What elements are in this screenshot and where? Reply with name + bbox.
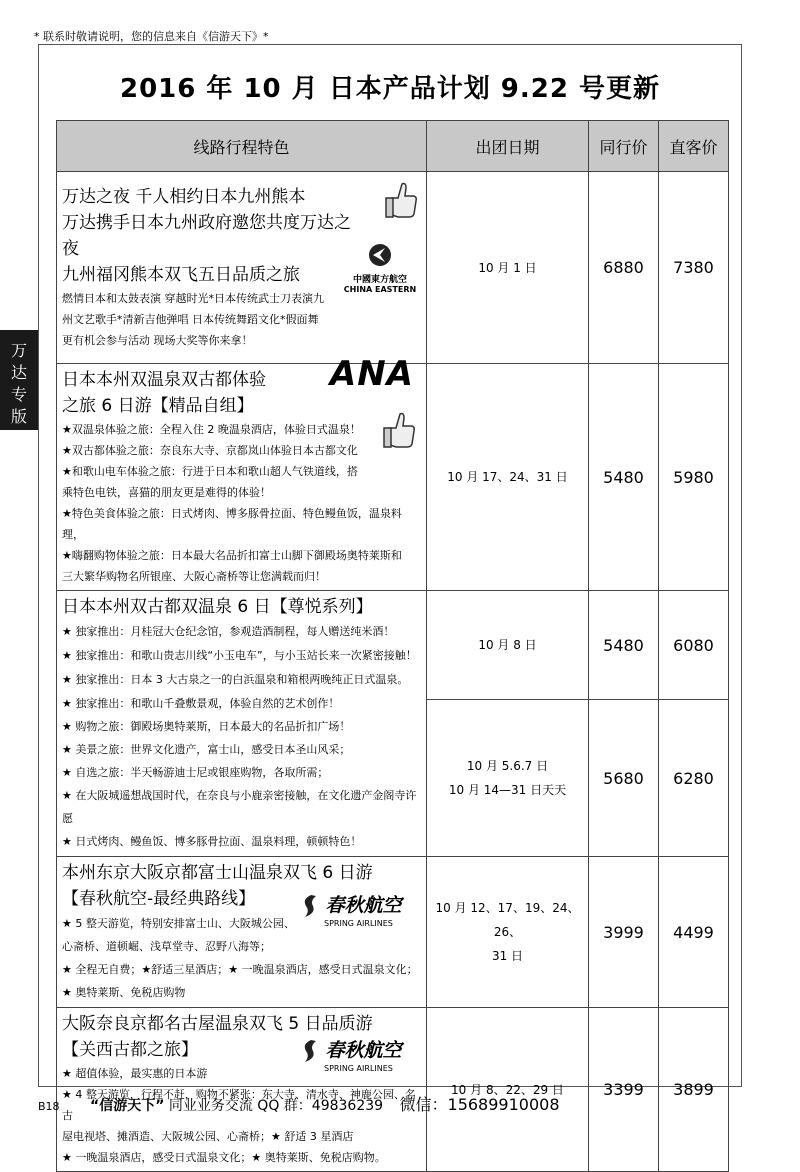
route-detail: ★ 在大阪城遥想战国时代，在奈良与小鹿亲密接触，在文化遗产金阁寺许愿 [62,789,417,825]
china-eastern-logo [340,242,420,295]
date-cell [427,857,589,1008]
date-line: 10 月 5.6.7 日 [466,759,549,774]
page-number: B18 [38,1100,60,1113]
route-detail: ★ 日式烤肉、鳗鱼饭、博多豚骨拉面、温泉料理，顿顿特色！ [62,835,362,848]
footer-qq: 同业业务交流 QQ 群：49836239 [168,1098,384,1114]
route-detail: 乘特色电铁，喜猫的朋友更是难得的体验！ [62,486,271,499]
route-detail: ★ 超值体验，最实惠的日本游 [62,1067,208,1080]
logo-cn: 中國東方航空 [352,275,407,285]
date-cell [427,700,589,857]
spring-swirl-icon [300,1038,322,1064]
date-cell: 10 月 1 日 [427,172,589,364]
date-cell: 10 月 8 日 [427,591,589,700]
side-tab-char: 万 [10,341,27,360]
direct-price: 3899 [659,1008,729,1172]
route-detail: 州文艺歌手*清新吉他弹唱 日本传统舞蹈文化*假面舞 [62,313,319,326]
thumbs-up-icon [382,410,416,450]
logo-cn: 春秋航空 [325,894,402,917]
route-cell [57,172,427,364]
route-detail: ★嗨翻购物体验之旅：日本最大名品折扣富士山脚下御殿场奥特莱斯和 [62,549,402,562]
route-title: 九州福冈熊本双飞五日品质之旅 [62,265,300,285]
route-title: 万达携手日本九州政府邀您共度万达之 [62,213,351,233]
spring-airlines-logo [300,1038,412,1073]
route-detail: ★ 购物之旅：御殿场奥特莱斯，日本最大的名品折扣广场！ [62,720,351,733]
route-detail: 更有机会参与活动 现场大奖等你来拿！ [62,334,253,347]
route-detail: 燃情日本和太鼓表演 穿越时光*日本传统武士刀表演九 [62,292,324,305]
swallow-icon [365,242,395,268]
route-cell [57,857,427,1008]
route-detail: 心斋桥、道顿崛、浅草堂寺、忍野八海等； [62,940,271,953]
route-detail: ★ 美景之旅：世界文化遗产，富士山，感受日本圣山风采； [62,743,351,756]
route-title: 本州东京大阪京都富士山温泉双飞 6 日游 [62,863,373,883]
header-route: 线路行程特色 [57,121,427,172]
logo-en: CHINA EASTERN [343,285,417,294]
table-row [57,857,729,1008]
route-detail: ★特色美食体验之旅：日式烤肉、博多豚骨拉面、特色鳗鱼饭，温泉料理， [62,507,402,541]
side-tab [0,330,38,430]
spring-airlines-logo [300,893,412,928]
thumbs-up-icon [384,180,418,220]
table-row [57,364,729,591]
route-title: 大阪奈良京都名古屋温泉双飞 5 日品质游 [62,1014,373,1034]
header-peer-price: 同行价 [589,121,659,172]
route-title: 万达之夜 千人相约日本九州熊本 [62,187,306,207]
side-tab-char: 版 [10,407,27,426]
route-detail: ★双温泉体验之旅：全程入住 2 晚温泉酒店，体验日式温泉！ [62,423,361,436]
route-detail: ★ 自选之旅：半天畅游迪士尼或银座购物，各取所需； [62,766,329,779]
date-line: 10 月 12、17、19、24、26、 [435,901,580,939]
footer-brand: “信游天下” [90,1098,165,1114]
side-tab-char: 达 [10,363,27,382]
direct-price: 7380 [659,172,729,364]
ana-logo: ANA [329,354,414,394]
route-title: 日本本州双温泉双古都体验 [62,370,266,390]
page-title: 2016 年 10 月 日本产品计划 9.22 号更新 [119,74,660,104]
peer-price: 3999 [589,857,659,1008]
route-detail: ★ 独家推出：日本 3 大古泉之一的白浜温泉和箱根两晚纯正日式温泉。 [62,673,409,686]
peer-price: 3399 [589,1008,659,1172]
route-cell [57,1008,427,1172]
date-cell: 10 月 8、22、29 日 [427,1008,589,1172]
footer [38,1092,560,1115]
logo-en: SPRING AIRLINES [324,1064,393,1073]
peer-price: 5480 [589,591,659,700]
route-title: 【关西古都之旅】 [62,1040,198,1060]
table-row [57,172,729,364]
route-detail: ★ 独家推出：和歌山贵志川线“小玉电车”，与小玉站长来一次紧密接触！ [62,649,417,662]
date-cell: 10 月 17、24、31 日 [427,364,589,591]
table-header-row [57,121,729,172]
route-detail: ★ 独家推出：和歌山千叠敷景观，体验自然的艺术创作！ [62,697,340,710]
route-detail: ★ 独家推出：月桂冠大仓纪念馆，参观造酒制程，每人赠送纯米酒！ [62,625,395,638]
logo-cn: 春秋航空 [325,1039,402,1062]
peer-price: 6880 [589,172,659,364]
route-detail: ★双古都体验之旅：奈良东大寺、京都岚山体验日本古都文化 [62,444,358,457]
route-title: 【春秋航空-最经典路线】 [62,889,256,909]
route-cell [57,591,427,857]
route-detail: 三大繁华购物名所银座、大阪心斋桥等让您满载而归！ [62,570,326,583]
route-detail: ★ 一晚温泉酒店，感受日式温泉文化；★ 奥特莱斯、免税店购物。 [62,1151,386,1164]
top-note: * 联系时敬请说明，您的信息来自《信游天下》* [34,30,269,43]
route-detail: 屋电视塔、摊酒造、大阪城公园、心斋桥；★ 舒适 3 星酒店 [62,1130,354,1143]
table-row [57,591,729,700]
date-line: 31 日 [491,949,524,963]
direct-price: 6280 [659,700,729,857]
route-detail: ★ 全程无自费；★舒适三星酒店；★ 一晚温泉酒店，感受日式温泉文化； [62,963,418,976]
route-title: 夜 [62,239,79,259]
route-detail: ★ 5 整天游览，特别安排富士山、大阪城公园、 [62,917,295,930]
header-date: 出团日期 [427,121,589,172]
table-row [57,1008,729,1172]
date-line: 10 月 14—31 日天天 [448,783,567,798]
header-direct-price: 直客价 [659,121,729,172]
product-table [56,120,729,1172]
route-title: 之旅 6 日游【精品自组】 [62,396,254,416]
route-detail: ★ 奥特莱斯、免税店购物 [62,986,186,999]
direct-price: 5980 [659,364,729,591]
route-detail: ★ 4 整天游览，行程不赶，购物不紧张：东大寺、清水寺、神鹿公园、名古 [62,1088,416,1122]
peer-price: 5480 [589,364,659,591]
footer-wechat: 微信：15689910008 [399,1095,560,1114]
route-detail: ★和歌山电车体验之旅：行进于日本和歌山超人气铁道线，搭 [62,465,358,478]
direct-price: 4499 [659,857,729,1008]
route-title: 日本本州双古都双温泉 6 日【尊悦系列】 [62,597,373,617]
side-tab-char: 专 [10,385,27,404]
logo-en: SPRING AIRLINES [324,919,393,928]
direct-price: 6080 [659,591,729,700]
route-cell [57,354,427,591]
peer-price: 5680 [589,700,659,857]
spring-swirl-icon [300,893,322,919]
